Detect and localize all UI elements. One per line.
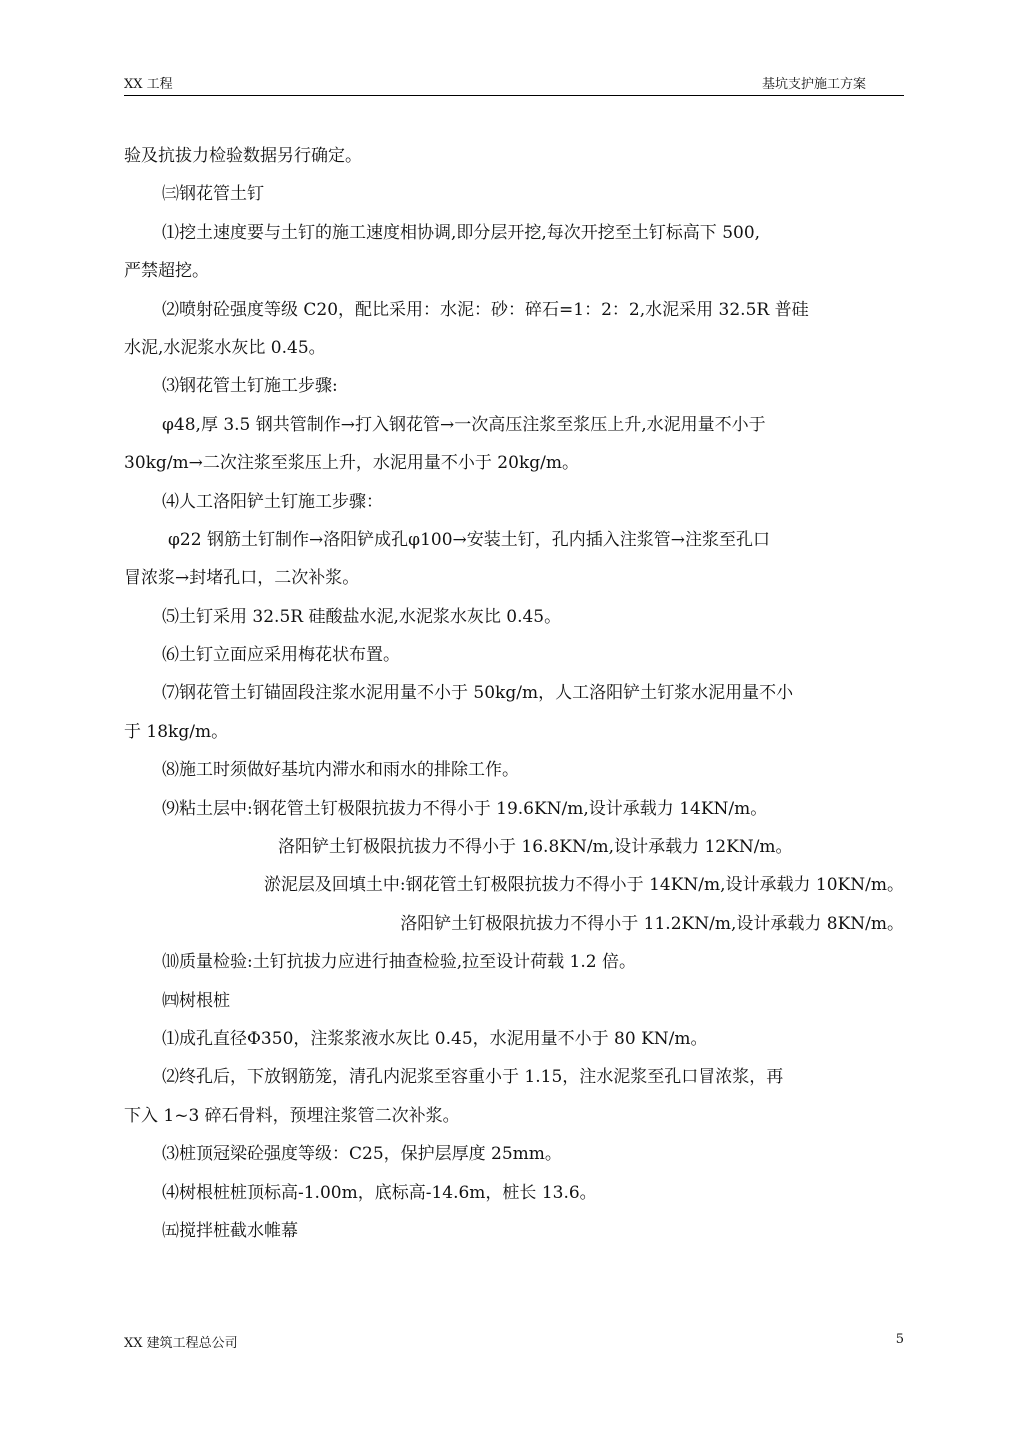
text-line: 于 18kg/m。	[124, 721, 229, 742]
text-line: 水泥,水泥浆水灰比 0.45。	[124, 337, 326, 358]
text-line: ⑶钢花管土钉施工步骤:	[162, 376, 338, 397]
text-line: ⑹土钉立面应采用梅花状布置。	[162, 645, 400, 666]
page-header	[124, 73, 904, 96]
text-line: 洛阳铲土钉极限抗拔力不得小于 11.2KN/m,设计承载力 8KN/m。	[400, 913, 904, 934]
text-line: ⑻施工时须做好基坑内滞水和雨水的排除工作。	[162, 760, 519, 781]
page-number: 5	[895, 1332, 904, 1347]
text-line: ⑵喷射砼强度等级 C20，配比采用：水泥：砂：碎石=1：2：2,水泥采用 32.5R 普硅	[162, 299, 809, 320]
footer-company: XX 建筑工程总公司	[124, 1336, 238, 1351]
text-line: 验及抗拔力检验数据另行确定。	[124, 146, 362, 166]
text-line: 冒浓浆→封堵孔口，二次补浆。	[124, 568, 360, 589]
text-line: ⑴挖土速度要与土钉的施工速度相协调,即分层开挖,每次开挖至土钉标高下 500,	[162, 222, 761, 243]
text-line: ⑶桩顶冠梁砼强度等级：C25，保护层厚度 25mm。	[162, 1144, 562, 1165]
text-line: 下入 1~3 碎石骨料，预埋注浆管二次补浆。	[124, 1105, 460, 1126]
text-line: φ22 钢筋土钉制作→洛阳铲成孔φ100→安装土钉，孔内插入注浆管→注浆至孔口	[168, 529, 771, 550]
text-line: φ48,厚 3.5 钢共管制作→打入钢花管→一次高压注浆至浆压上升,水泥用量不小于	[162, 414, 766, 435]
section-heading: ㈣树根桩	[162, 990, 230, 1011]
section-heading: ㈤搅拌桩截水帷幕	[162, 1220, 298, 1241]
text-line: ⑷人工洛阳铲土钉施工步骤：	[162, 491, 383, 512]
text-line: 严禁超挖。	[124, 261, 209, 282]
section-heading: ㈢钢花管土钉	[162, 184, 264, 205]
text-line: ⑵终孔后，下放钢筋笼，清孔内泥浆至容重小于 1.15，注水泥浆至孔口冒浓浆，再	[162, 1067, 784, 1088]
page-body	[124, 143, 904, 1256]
text-line: 洛阳铲土钉极限抗拔力不得小于 16.8KN/m,设计承载力 12KN/m。	[278, 837, 793, 858]
text-line: ⑷树根桩桩顶标高-1.00m，底标高-14.6m，桩长 13.6。	[162, 1182, 597, 1203]
text-line: 30kg/m→二次注浆至浆压上升，水泥用量不小于 20kg/m。	[124, 453, 579, 474]
header-project: XX 工程	[124, 77, 173, 92]
text-line: ⑺钢花管土钉锚固段注浆水泥用量不小于 50kg/m，人工洛阳铲土钉浆水泥用量不小	[162, 683, 794, 704]
text-line: ⑴成孔直径Φ350，注浆浆液水灰比 0.45，水泥用量不小于 80 KN/m。	[162, 1028, 708, 1049]
text-line: ⑸土钉采用 32.5R 硅酸盐水泥,水泥浆水灰比 0.45。	[162, 606, 562, 627]
text-line: 淤泥层及回填土中:钢花管土钉极限抗拔力不得小于 14KN/m,设计承载力 10KN/m。	[263, 875, 904, 896]
text-line: ⑼粘土层中:钢花管土钉极限抗拔力不得小于 19.6KN/m,设计承载力 14KN/m。	[162, 798, 768, 819]
text-line: ⑽质量检验:土钉抗拔力应进行抽查检验,拉至设计荷载 1.2 倍。	[162, 952, 636, 973]
header-doc-title: 基坑支护施工方案	[761, 77, 866, 92]
